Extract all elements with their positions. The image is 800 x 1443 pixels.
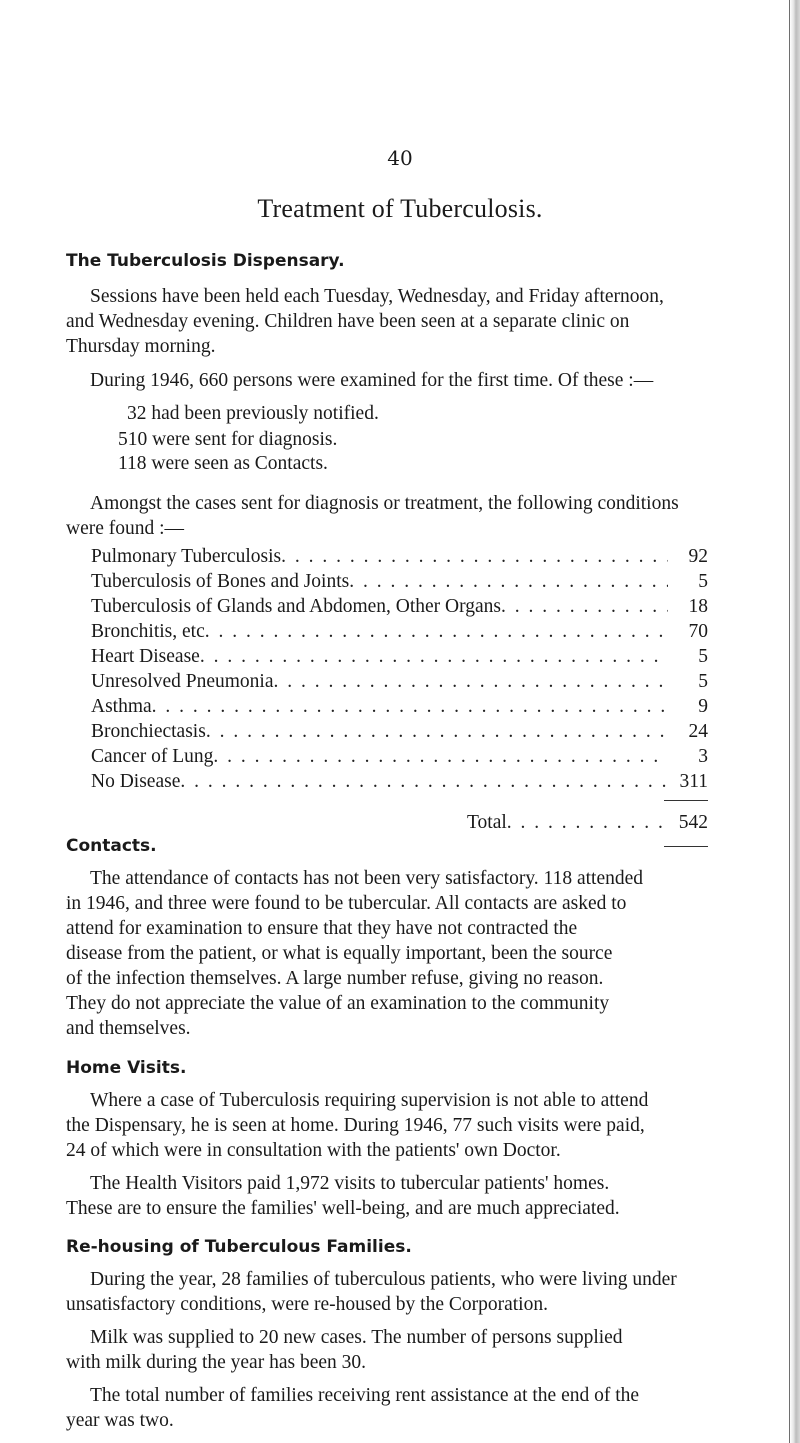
condition-count: 92 bbox=[688, 546, 708, 567]
leader-dots bbox=[152, 696, 668, 718]
leader-dots bbox=[213, 746, 668, 768]
leader-dots bbox=[281, 546, 668, 568]
condition-label: Bronchiectasis bbox=[91, 721, 206, 742]
text-line: The attendance of contacts has not been very satisfactory. 118 attended bbox=[90, 868, 643, 889]
text-line: 24 of which were in consultation with the patients' own Doctor. bbox=[66, 1140, 561, 1161]
condition-count: 9 bbox=[698, 696, 708, 717]
text-line: The Health Visitors paid 1,972 visits to tubercular patients' homes. bbox=[90, 1173, 610, 1194]
condition-label: Bronchitis, etc bbox=[91, 621, 205, 642]
text-line: Thursday morning. bbox=[66, 336, 216, 357]
text-line: They do not appreciate the value of an examination to the community bbox=[66, 993, 610, 1014]
list-item: 118 were seen as Contacts. bbox=[118, 453, 328, 474]
table-row bbox=[91, 571, 708, 596]
text-line: of the infection themselves. A large number refuse, giving no reason. bbox=[66, 968, 604, 989]
text-line: attend for examination to ensure that they have not contracted the bbox=[66, 918, 578, 939]
text-line: Where a case of Tuberculosis requiring supervision is not able to attend bbox=[90, 1090, 649, 1111]
text-line: and Wednesday evening. Children have been seen at a separate clinic on bbox=[66, 311, 630, 332]
text-line: were found :— bbox=[66, 518, 185, 539]
text-line: During the year, 28 families of tuberculous patients, who were living under bbox=[90, 1269, 677, 1290]
page-title: Treatment of Tuberculosis. bbox=[257, 194, 543, 223]
leader-dots bbox=[501, 596, 668, 618]
heading-rehousing: Re-housing of Tuberculous Families. bbox=[66, 1237, 412, 1257]
text-line: in 1946, and three were found to be tubercular. All contacts are asked to bbox=[66, 893, 627, 914]
condition-count: 5 bbox=[698, 571, 708, 592]
condition-label: Cancer of Lung bbox=[91, 746, 214, 767]
text-line: Milk was supplied to 20 new cases. The number of persons supplied bbox=[90, 1327, 623, 1348]
condition-label: Unresolved Pneumonia bbox=[91, 671, 274, 692]
conditions-table bbox=[91, 546, 708, 796]
condition-label: No Disease bbox=[91, 771, 181, 792]
text-line: The total number of families receiving rent assistance at the end of the bbox=[90, 1385, 640, 1406]
heading-home-visits: Home Visits. bbox=[66, 1058, 187, 1078]
text-line: Sessions have been held each Tuesday, Wednesday, and Friday afternoon, bbox=[90, 286, 664, 307]
condition-label: Asthma bbox=[91, 696, 152, 717]
heading-contacts: Contacts. bbox=[66, 836, 157, 856]
leader-dots bbox=[180, 771, 668, 793]
condition-label: Tuberculosis of Glands and Abdomen, Other Organs bbox=[91, 596, 502, 617]
leader-dots bbox=[507, 812, 668, 834]
condition-count: 3 bbox=[698, 746, 708, 767]
condition-count: 70 bbox=[688, 621, 708, 642]
text-line: Amongst the cases sent for diagnosis or treatment, the following conditions bbox=[90, 493, 679, 514]
heading-dispensary: The Tuberculosis Dispensary. bbox=[66, 251, 345, 271]
text-line: During 1946, 660 persons were examined for the first time. Of these :— bbox=[90, 370, 654, 391]
leader-dots bbox=[349, 571, 668, 593]
condition-label: Pulmonary Tuberculosis bbox=[91, 546, 282, 567]
text-line: year was two. bbox=[66, 1410, 174, 1431]
text-line: disease from the patient, or what is equally important, been the source bbox=[66, 943, 613, 964]
table-row bbox=[91, 546, 708, 571]
condition-count: 311 bbox=[679, 771, 708, 792]
condition-label: Heart Disease bbox=[91, 646, 200, 667]
table-row bbox=[91, 771, 708, 796]
leader-dots bbox=[206, 721, 668, 743]
total-rule-bottom bbox=[664, 846, 708, 847]
leader-dots bbox=[205, 621, 668, 643]
total-row bbox=[467, 812, 708, 837]
table-row bbox=[91, 721, 708, 746]
list-item: 32 had been previously notified. bbox=[127, 403, 379, 424]
total-value: 542 bbox=[678, 812, 708, 833]
condition-label: Tuberculosis of Bones and Joints bbox=[91, 571, 350, 592]
text-line: unsatisfactory conditions, were re-housed by the Corporation. bbox=[66, 1294, 548, 1315]
leader-dots bbox=[200, 646, 668, 668]
condition-count: 24 bbox=[688, 721, 708, 742]
table-row bbox=[91, 646, 708, 671]
condition-count: 5 bbox=[698, 671, 708, 692]
total-rule-top bbox=[664, 800, 708, 801]
page-number: 40 bbox=[387, 146, 413, 170]
condition-count: 18 bbox=[688, 596, 708, 617]
text-line: and themselves. bbox=[66, 1018, 191, 1039]
table-row bbox=[91, 671, 708, 696]
table-row bbox=[91, 696, 708, 721]
table-row bbox=[91, 596, 708, 621]
leader-dots bbox=[274, 671, 668, 693]
text-line: These are to ensure the families' well-being, and are much appreciated. bbox=[66, 1198, 620, 1219]
list-item: 510 were sent for diagnosis. bbox=[118, 429, 338, 450]
total-label: Total bbox=[467, 812, 507, 833]
text-line: with milk during the year has been 30. bbox=[66, 1352, 367, 1373]
table-row bbox=[91, 746, 708, 771]
text-line: the Dispensary, he is seen at home. During 1946, 77 such visits were paid, bbox=[66, 1115, 645, 1136]
condition-count: 5 bbox=[698, 646, 708, 667]
table-row bbox=[91, 621, 708, 646]
